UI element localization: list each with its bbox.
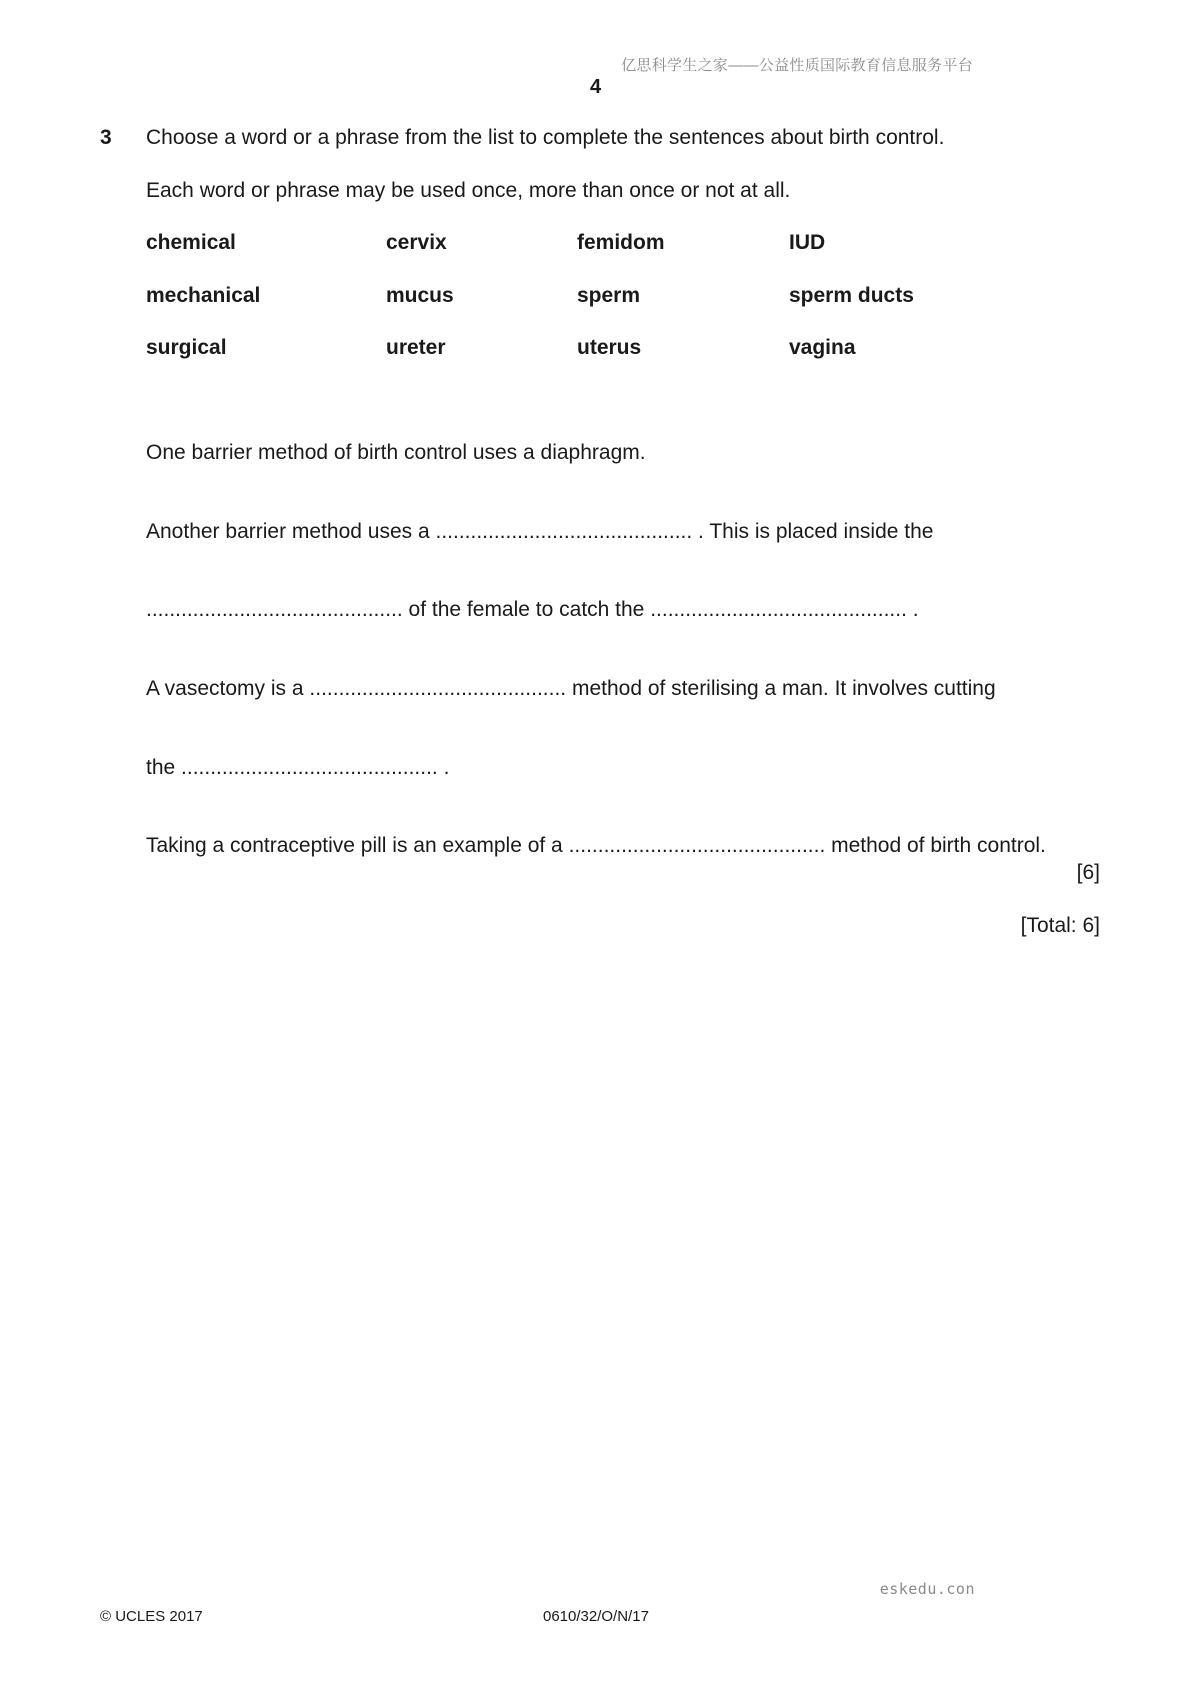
word-list-item: surgical <box>146 336 227 359</box>
watermark-footer: eskedu.con <box>879 1580 975 1598</box>
watermark-header: 亿思科学生之家——公益性质国际教育信息服务平台 <box>621 57 973 74</box>
word-list-item: uterus <box>577 336 642 359</box>
footer-copyright: © UCLES 2017 <box>100 1608 203 1625</box>
word-list-item: vagina <box>789 336 856 359</box>
word-list-item: femidom <box>577 231 665 254</box>
word-list-item: chemical <box>146 231 236 254</box>
question-marks: [6] <box>1076 861 1100 884</box>
word-list-item: sperm ducts <box>789 284 914 307</box>
sentence-2: Another barrier method uses a ............................................ . This is placed inside the <box>146 520 934 543</box>
sentence-4: A vasectomy is a ............................................ method of sterilising a man. It involves cutting <box>146 677 996 700</box>
word-list-item: cervix <box>386 231 447 254</box>
word-list-item: mucus <box>386 284 454 307</box>
word-list-item: IUD <box>789 231 826 254</box>
sentence-3: ............................................ of the female to catch the ............................................ . <box>146 598 919 621</box>
question-note: Each word or phrase may be used once, more than once or not at all. <box>146 179 791 202</box>
question-total: [Total: 6] <box>1020 914 1100 937</box>
footer-code: 0610/32/O/N/17 <box>543 1608 649 1625</box>
sentence-1: One barrier method of birth control uses a diaphragm. <box>146 441 646 464</box>
sentence-6: Taking a contraceptive pill is an example of a ............................................ method of birth control. <box>146 834 1046 857</box>
question-instruction: Choose a word or a phrase from the list to complete the sentences about birth control. <box>146 126 945 149</box>
question-number: 3 <box>100 126 112 149</box>
page-number: 4 <box>589 76 602 98</box>
word-list-item: ureter <box>386 336 446 359</box>
sentence-5: the ............................................ . <box>146 756 450 779</box>
word-list-item: sperm <box>577 284 641 307</box>
word-list-item: mechanical <box>146 284 261 307</box>
